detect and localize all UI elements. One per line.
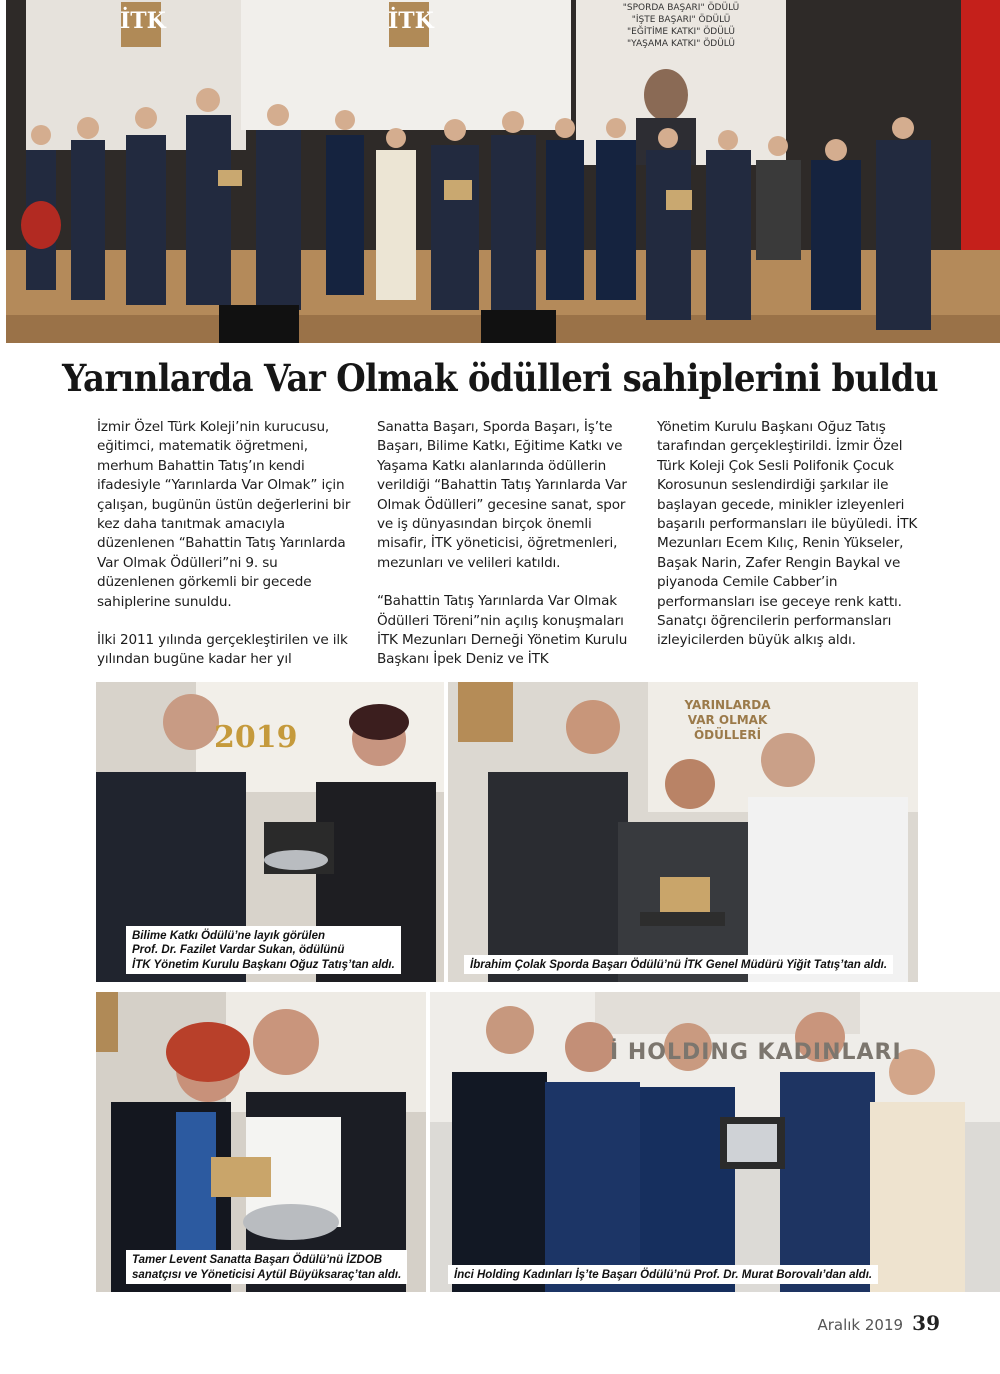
photo-iste-basari-award (430, 992, 1000, 1292)
photo-caption: İbrahim Çolak Sporda Başarı Ödülü’nü İTK Genel Müdürü Yiğit Tatış’tan aldı. (464, 955, 893, 975)
screen-award-name: YARINLARDA VAR OLMAK ÖDÜLLERİ (684, 698, 771, 742)
photo-sanatta-basari-award (96, 992, 426, 1292)
award-line: "İŞTE BAŞARI" ÖDÜLÜ (631, 15, 731, 25)
photo-scene (430, 992, 1000, 1292)
screen-banner-text: İ HOLDING KADINLARI (610, 1040, 902, 1065)
body-column-1 (97, 418, 359, 689)
award-line: "EĞİTİME KATKI" ÖDÜLÜ (627, 27, 735, 37)
award-line: "SPORDA BAŞARI" ÖDÜLÜ (622, 3, 740, 13)
hero-screen-award-list (596, 2, 766, 50)
hero-logo-letters-center: İTK (388, 8, 434, 34)
hero-photo (6, 0, 1000, 343)
photo-caption: İnci Holding Kadınları İş’te Başarı Ödülü’nü Prof. Dr. Murat Borovalı’dan aldı. (448, 1265, 878, 1285)
photo-scene (96, 992, 426, 1292)
page-footer (817, 1311, 940, 1335)
award-line: "YAŞAMA KATKI" ÖDÜLÜ (627, 39, 735, 49)
photo-caption: Bilime Katkı Ödülü’ne layık görülen Prof. Dr. Fazilet Vardar Sukan, ödülünü İTK Yönetim Kurulu Başkanı Oğuz Tatış’tan aldı. (126, 926, 401, 975)
hero-scene (6, 0, 1000, 343)
photo-sporda-basari-award (448, 682, 918, 982)
photo-caption: Tamer Levent Sanatta Başarı Ödülü’nü İZDOB sanatçısı ve Yöneticisi Aytül Büyüksaraç’tan aldı. (126, 1250, 407, 1284)
photo-bilime-katki-award (96, 682, 444, 982)
body-paragraph: “Bahattin Tatış Yarınlarda Var Olmak Ödülleri Töreni”nin açılış konuşmaları İTK Mezunları Derneği Yönetim Kurulu Başkanı İpek Deniz ve İTK (377, 593, 628, 668)
body-paragraph: İlki 2011 yılında gerçekleştirilen ve ilk yılından bugüne kadar her yıl (97, 632, 348, 668)
screen-year: 2019 (214, 720, 298, 755)
body-column-3 (657, 418, 919, 670)
hero-logo-letters: İTK (120, 8, 166, 34)
body-paragraph: İzmir Özel Türk Koleji’nin kurucusu, eğitimci, matematik öğretmeni, merhum Bahattin Tatış’ın kendi ifadesiyle “Yarınlarda Var Olmak” için çalışan, bugünün üstün değerlerini bir kez daha tanıtmak amacıyla düzenlenen “Bahattin Tatış Yarınlarda Var Olmak Ödülleri”ni 9. su düzenlenen görkemli bir gecede sahiplerine sunuldu. (97, 419, 351, 610)
article-headline: Yarınlarda Var Olmak ödülleri sahiplerini buldu (62, 356, 938, 400)
body-column-2 (377, 418, 639, 689)
body-paragraph: Yönetim Kurulu Başkanı Oğuz Tatış tarafından gerçekleştirildi. İzmir Özel Türk Koleji Çok Sesli Polifonik Çocuk Korosunun seslendirdiği şarkılar ile başlayan gecede, minikler izleyenleri başarılı performansları ile büyüledi. İTK Mezunları Ecem Kılıç, Renin Yükseler, Başak Narin, Zafer Rengin Baykal ve piyanoda Cemile Cabber’in performansları ise geceye renk kattı. Sanatçı öğrencilerin performansları izleyicilerden büyük alkış aldı. (657, 419, 918, 649)
issue-date: Aralık 2019 (817, 1316, 904, 1334)
page-number: 39 (912, 1311, 940, 1335)
body-paragraph: Sanatta Başarı, Sporda Başarı, İş’te Başarı, Bilime Katkı, Eğitime Katkı ve Yaşama Katkı alanlarında ödüllerin verildiği “Bahattin Tatış Yarınlarda Var Olmak Ödülleri” gecesine sanat, spor ve iş dünyasından birçok önemli misafir, İTK yöneticisi, öğretmenleri, mezunları ve velileri katıldı. (377, 419, 627, 571)
